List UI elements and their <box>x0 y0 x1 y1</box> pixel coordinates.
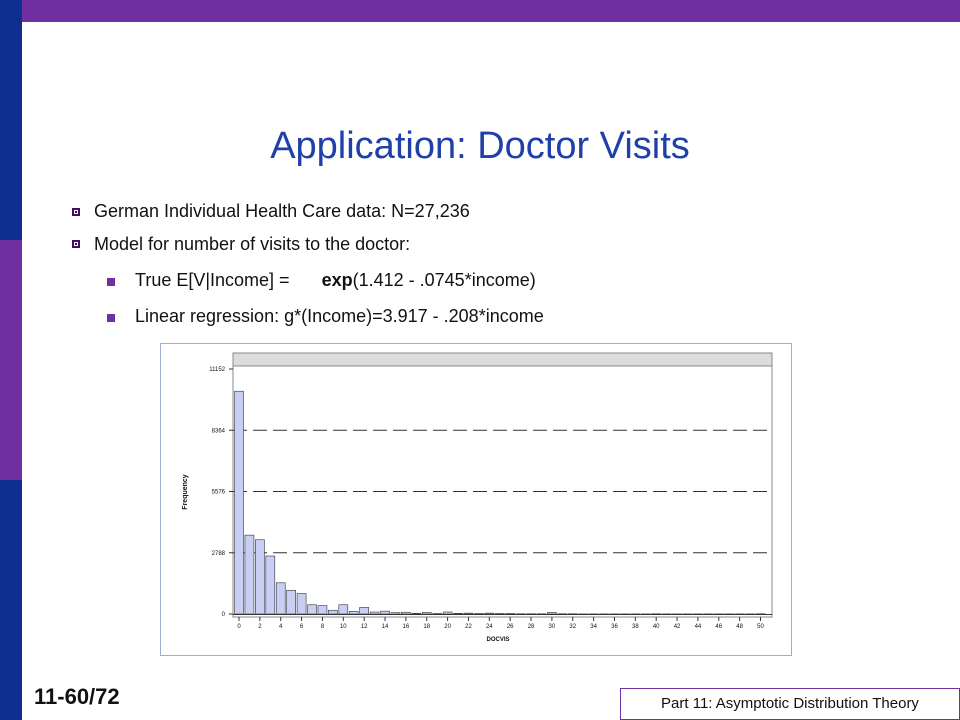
x-tick-label: 32 <box>569 624 577 630</box>
histogram-chart <box>160 343 792 656</box>
sub-bullet-marker-2 <box>107 314 115 322</box>
histogram-bar <box>464 613 473 614</box>
x-tick-label: 30 <box>548 624 556 630</box>
histogram-bar <box>547 612 556 614</box>
left-bar-segment-1 <box>0 0 22 240</box>
footer-course-label: Part 11: Asymptotic Distribution Theory <box>620 688 960 720</box>
histogram-bar <box>454 613 463 614</box>
x-tick-label: 20 <box>444 624 451 630</box>
sub-bullet-1 <box>135 270 536 291</box>
x-tick-label: 50 <box>757 624 764 630</box>
histogram-bar <box>287 590 296 614</box>
left-bar-segment-2 <box>0 240 22 480</box>
chart-header-bar <box>233 353 772 366</box>
histogram-bar <box>339 605 348 614</box>
x-tick-label: 40 <box>652 624 660 630</box>
y-tick-label: 11152 <box>209 367 225 373</box>
bullet-marker-1 <box>72 208 80 216</box>
histogram-bar <box>370 612 379 614</box>
x-tick-label: 38 <box>631 624 639 630</box>
sub-bullet-1-label: True E[V|Income] = <box>135 270 290 290</box>
bullet-marker-2 <box>72 240 80 248</box>
x-tick-label: 48 <box>736 624 743 630</box>
x-tick-label: 36 <box>611 624 618 630</box>
histogram-bar <box>360 607 369 614</box>
y-tick-label: 8364 <box>211 428 225 435</box>
bullet-1: German Individual Health Care data: N=27,236 <box>94 201 470 221</box>
bullet-2: Model for number of visits to the doctor: <box>94 234 411 254</box>
x-tick-label: 34 <box>590 624 597 630</box>
y-axis-label: Frequency <box>182 474 189 510</box>
histogram-bar <box>401 612 410 614</box>
histogram-bar <box>381 611 390 614</box>
histogram-bar <box>495 614 504 615</box>
x-tick-label: 12 <box>360 624 368 630</box>
x-tick-label: 2 <box>258 624 262 630</box>
slide-number: 11-60/72 <box>34 684 120 709</box>
histogram-bar <box>245 535 254 614</box>
x-tick-label: 16 <box>402 624 410 630</box>
histogram-bar <box>318 606 327 614</box>
y-tick-label: 5576 <box>211 489 225 496</box>
x-axis-label: DOCVIS <box>486 637 510 643</box>
histogram-bar <box>255 540 264 614</box>
histogram-bar <box>328 610 337 614</box>
histogram-bar <box>474 614 483 615</box>
sub-bullet-1-rest: (1.412 - .0745*income) <box>352 270 536 290</box>
x-tick-label: 6 <box>299 624 304 630</box>
slide-title: Application: Doctor Visits <box>270 125 690 167</box>
left-accent-bar <box>0 0 22 720</box>
x-tick-label: 10 <box>339 624 347 630</box>
y-tick-label: 2788 <box>211 550 225 557</box>
histogram-bar <box>297 594 306 614</box>
sub-bullet-2: Linear regression: g*(Income)=3.917 - .208*income <box>135 306 544 326</box>
x-tick-label: 24 <box>485 624 493 630</box>
histogram-bar <box>422 612 431 614</box>
x-tick-label: 22 <box>465 624 472 630</box>
histogram-bar <box>391 613 400 614</box>
histogram-bar <box>266 556 275 614</box>
x-tick-label: 14 <box>381 624 389 630</box>
x-tick-label: 4 <box>279 624 283 630</box>
x-tick-label: 46 <box>715 624 723 630</box>
x-tick-label: 28 <box>527 624 535 630</box>
x-tick-label: 26 <box>506 624 514 630</box>
histogram-bar <box>506 614 515 615</box>
x-tick-label: 42 <box>673 624 681 630</box>
histogram-bar <box>235 391 244 614</box>
histogram-bar <box>443 612 452 614</box>
histogram-bar <box>349 611 358 614</box>
y-tick-label: 0 <box>221 612 225 618</box>
top-accent-bar <box>0 0 960 22</box>
sub-bullet-marker-1 <box>107 278 115 286</box>
x-tick-label: 18 <box>423 624 431 630</box>
sub-bullet-1-exp: exp <box>321 270 353 290</box>
histogram-bar <box>276 583 285 614</box>
x-tick-label: 8 <box>320 624 325 630</box>
x-tick-label: 44 <box>694 624 702 630</box>
histogram-bar <box>412 613 421 614</box>
histogram-bar <box>485 613 494 614</box>
histogram-bar <box>433 614 442 615</box>
histogram-svg <box>161 344 791 655</box>
left-bar-segment-3 <box>0 480 22 720</box>
histogram-bar <box>308 605 317 614</box>
x-tick-label: 0 <box>237 624 241 630</box>
